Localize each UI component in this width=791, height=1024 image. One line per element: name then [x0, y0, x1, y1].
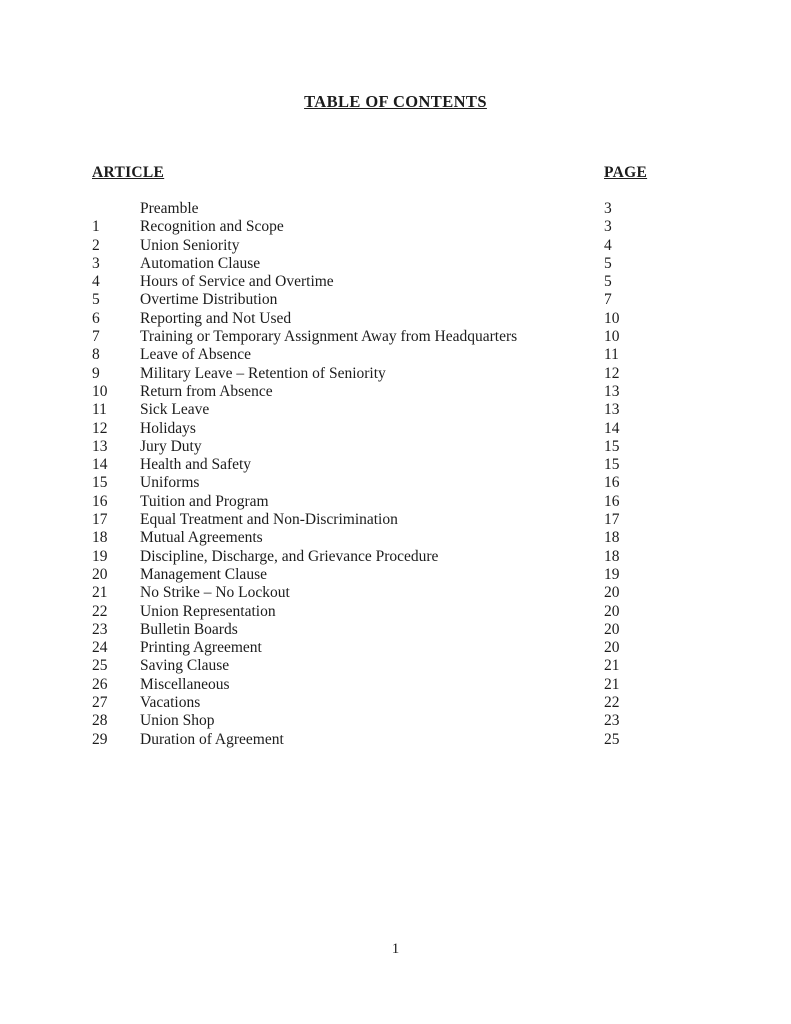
article-number: 28	[92, 712, 108, 730]
article-title: Health and Safety	[140, 456, 252, 474]
article-title: Jury Duty	[140, 437, 202, 455]
article-number: 20	[92, 565, 108, 583]
toc-row	[92, 383, 672, 401]
toc-row	[92, 694, 672, 712]
footer-page-number: 1	[391, 941, 400, 957]
toc-row	[92, 566, 672, 584]
article-title: Tuition and Program	[140, 492, 269, 510]
article-number: 1	[92, 218, 100, 236]
article-page: 19	[604, 565, 620, 583]
article-page: 16	[604, 474, 620, 492]
article-number: 7	[92, 328, 100, 346]
article-title: Hours of Service and Overtime	[140, 273, 334, 291]
article-number: 3	[92, 254, 100, 272]
article-number: 23	[92, 620, 108, 638]
article-number: 9	[92, 364, 100, 382]
article-page: 16	[604, 492, 620, 510]
article-number	[92, 200, 140, 218]
article-number: 19	[92, 547, 108, 565]
article-page: 7	[604, 291, 612, 309]
article-title: Union Representation	[140, 602, 276, 620]
toc-row	[92, 291, 672, 309]
article-page: 21	[604, 675, 620, 693]
article-page: 18	[604, 547, 620, 565]
article-number: 15	[92, 474, 108, 492]
toc-row	[92, 365, 672, 383]
article-number: 8	[92, 346, 100, 364]
article-title: Military Leave – Retention of Seniority	[140, 364, 386, 382]
toc-row	[92, 237, 672, 255]
toc-row	[92, 310, 672, 328]
article-title: Vacations	[140, 694, 201, 712]
article-number: 11	[92, 401, 107, 419]
article-page: 11	[604, 346, 619, 364]
article-page: 13	[604, 382, 620, 400]
toc-row	[92, 548, 672, 566]
toc-row	[92, 529, 672, 547]
toc-row	[92, 639, 672, 657]
article-number: 5	[92, 291, 100, 309]
article-page: 21	[604, 657, 620, 675]
article-title: Return from Absence	[140, 382, 273, 400]
article-number: 22	[92, 602, 108, 620]
article-title: No Strike – No Lockout	[140, 584, 290, 602]
article-number: 13	[92, 437, 108, 455]
article-title: Miscellaneous	[140, 675, 230, 693]
article-title: Union Shop	[140, 712, 215, 730]
toc-row	[92, 420, 672, 438]
article-title: Sick Leave	[140, 401, 210, 419]
article-title: Preamble	[140, 200, 199, 217]
article-title: Union Seniority	[140, 236, 240, 254]
article-page: 4	[604, 236, 612, 254]
article-number: 2	[92, 236, 100, 254]
article-number: 18	[92, 529, 108, 547]
article-number: 29	[92, 730, 108, 748]
toc-row	[92, 657, 672, 675]
article-title: Reporting and Not Used	[140, 309, 292, 327]
article-page: 17	[604, 511, 620, 529]
article-title: Bulletin Boards	[140, 620, 238, 638]
article-title: Training or Temporary Assignment Away from Headquarters	[140, 328, 518, 346]
toc-row	[92, 328, 672, 346]
article-page: 20	[604, 602, 620, 620]
toc-row	[92, 273, 672, 291]
toc-row	[92, 456, 672, 474]
article-page: 3	[604, 218, 612, 236]
article-page: 5	[604, 254, 612, 272]
article-page: 25	[604, 730, 620, 748]
toc-row	[92, 621, 672, 639]
article-title: Discipline, Discharge, and Grievance Procedure	[140, 547, 439, 565]
toc-list	[92, 200, 672, 749]
toc-row	[92, 346, 672, 364]
toc-row	[92, 603, 672, 621]
article-number: 17	[92, 511, 108, 529]
article-number: 16	[92, 492, 108, 510]
toc-row	[92, 676, 672, 694]
toc-row	[92, 218, 672, 236]
toc-row	[92, 712, 672, 730]
column-headers	[0, 164, 791, 184]
article-number: 12	[92, 419, 108, 437]
article-page: 10	[604, 328, 620, 346]
article-title: Automation Clause	[140, 254, 261, 272]
article-title: Management Clause	[140, 565, 267, 583]
article-number: 4	[92, 273, 100, 291]
article-page: 20	[604, 639, 620, 657]
toc-row	[92, 731, 672, 749]
article-page: 15	[604, 437, 620, 455]
article-number: 6	[92, 309, 100, 327]
article-page: 18	[604, 529, 620, 547]
article-page: 20	[604, 584, 620, 602]
article-title: Saving Clause	[140, 657, 230, 675]
toc-row	[92, 511, 672, 529]
toc-row	[92, 401, 672, 419]
toc-row	[92, 438, 672, 456]
article-number: 25	[92, 657, 108, 675]
article-title: Duration of Agreement	[140, 730, 284, 748]
article-page: 22	[604, 694, 620, 712]
article-page: 14	[604, 419, 620, 437]
column-header-article: ARTICLE	[92, 164, 165, 181]
article-page: 23	[604, 712, 620, 730]
article-title: Uniforms	[140, 474, 200, 492]
toc-row	[92, 200, 672, 218]
article-page: 10	[604, 309, 620, 327]
article-title: Printing Agreement	[140, 639, 262, 657]
page-title: TABLE OF CONTENTS	[304, 92, 487, 111]
column-header-page: PAGE	[604, 164, 648, 181]
article-title: Holidays	[140, 419, 196, 437]
article-number: 14	[92, 456, 108, 474]
article-title: Recognition and Scope	[140, 218, 284, 236]
toc-row	[92, 584, 672, 602]
article-page: 3	[604, 200, 612, 217]
article-number: 10	[92, 382, 108, 400]
article-title: Equal Treatment and Non-Discrimination	[140, 511, 398, 529]
article-title: Overtime Distribution	[140, 291, 278, 309]
toc-row	[92, 255, 672, 273]
article-page: 12	[604, 364, 620, 382]
article-number: 26	[92, 675, 108, 693]
article-title: Leave of Absence	[140, 346, 252, 364]
toc-row	[92, 474, 672, 492]
article-page: 5	[604, 273, 612, 291]
article-page: 20	[604, 620, 620, 638]
article-title: Mutual Agreements	[140, 529, 263, 547]
article-number: 27	[92, 694, 108, 712]
article-page: 13	[604, 401, 620, 419]
article-number: 24	[92, 639, 108, 657]
article-number: 21	[92, 584, 108, 602]
article-page: 15	[604, 456, 620, 474]
toc-row	[92, 493, 672, 511]
